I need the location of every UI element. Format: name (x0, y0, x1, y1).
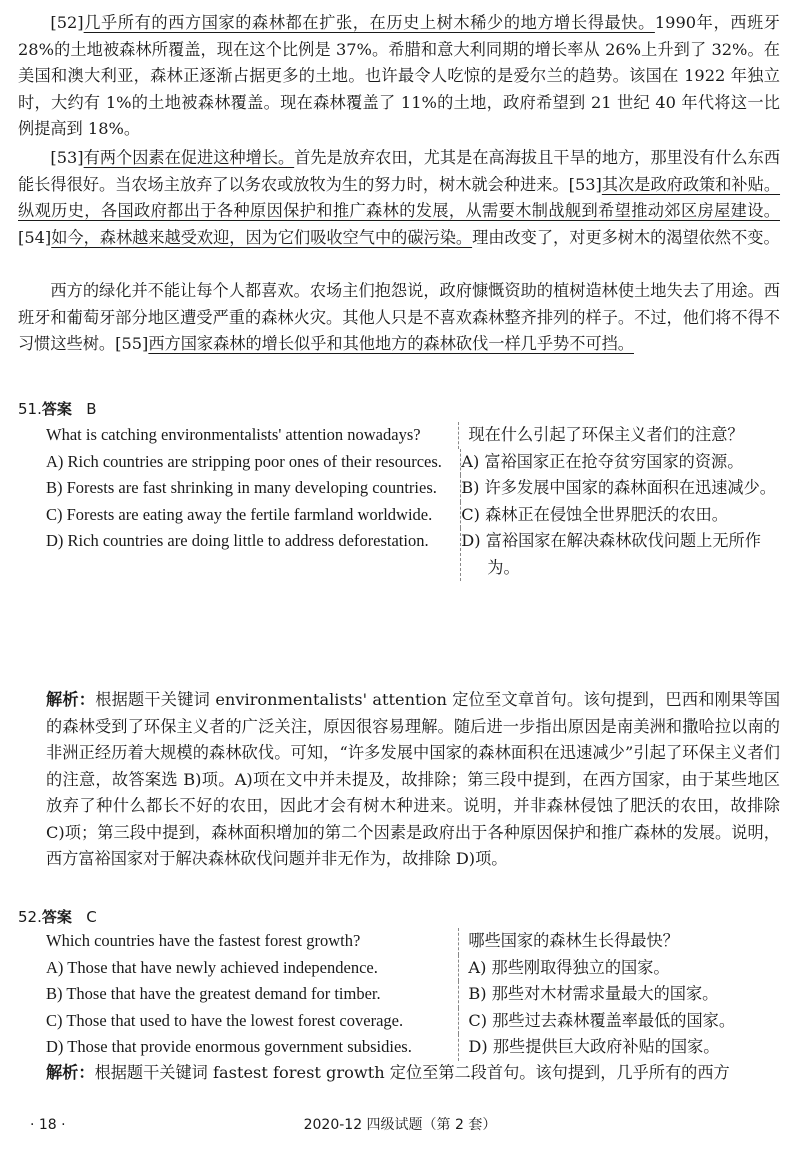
option-row (46, 955, 780, 982)
underlined-sentence: 有两个因素在促进这种增长。 (83, 148, 295, 167)
footer-title: 2020-12 四级试题（第 2 套） (303, 1117, 497, 1133)
paragraph-text: 西方的绿化并不能让每个人都喜欢。农场主们抱怨说，政府慷慨资助的植树造林使土地失去了用途。西班牙和葡萄牙部分地区遭受严重的森林火灾。其他人只是不喜欢森林整齐排列的样子。不过，他们将不得不习惯这些树。 (18, 281, 780, 353)
answer-label: 答案 (41, 908, 72, 926)
option-en: B) Those that have the greatest demand for timber. (46, 984, 381, 1003)
paragraph-tag: [55] (115, 334, 149, 353)
option-en: A) Those that have newly achieved independence. (46, 957, 378, 977)
option-row (46, 981, 780, 1008)
underlined-sentence: 西方国家森林的增长似乎和其他地方的森林砍伐一样几乎势不可挡。 (148, 334, 634, 353)
q52-bilingual-table (46, 928, 780, 1061)
option-zh: D) 富裕国家在解决森林砍伐问题上无所作为。 (460, 528, 780, 581)
option-row (46, 1008, 780, 1035)
question-number: 51. (18, 400, 42, 418)
option-row (46, 1034, 780, 1061)
option-row (46, 528, 780, 581)
q52-analysis (46, 1060, 780, 1087)
option-en: D) Those that provide enormous government subsidies. (46, 1037, 412, 1056)
question-zh: 哪些国家的森林生长得最快？ (458, 928, 780, 955)
q51-header (18, 396, 96, 423)
paragraph-tag: [53] (50, 148, 84, 167)
option-en: A) Rich countries are stripping poor ones of their resources. (46, 451, 442, 471)
q52-header (18, 904, 97, 931)
paragraph-text: 理由改变了，对更多树木的渴望依然不变。 (472, 227, 780, 247)
answer-value: B (86, 400, 97, 418)
q51-bilingual-table (46, 422, 780, 581)
question-number: 52. (18, 908, 42, 926)
passage-paragraph-1 (18, 10, 780, 143)
option-row (46, 449, 780, 476)
paragraph-tag: [54] (18, 227, 52, 247)
underlined-sentence: 其次是政府政策和补贴。纵观历史，各国政府都出于各种原因保护和推广森林的发展，从需要木制战舰到希望推动郊区房屋建设。 (18, 174, 781, 220)
option-en: B) Forests are fast shrinking in many developing countries. (46, 478, 437, 497)
option-en: C) Those that used to have the lowest forest coverage. (46, 1010, 404, 1030)
paragraph-tag: [52] (50, 13, 84, 32)
q51-analysis (46, 687, 780, 873)
option-zh: A) 富裕国家正在抢夺贫穷国家的资源。 (460, 449, 780, 476)
paragraph-text: 1990年，西班牙 28%的土地被森林所覆盖，现在这个比例是 37%。希腊和意大利同期的增长率从 26%上升到了 32%。在美国和澳大利亚，森林正逐渐占据更多的土地。也许最令人吃惊的是爱尔兰的趋势。该国在 1922 年独立时，大约有 1%的土地被森林覆盖。现在森林覆盖了 11%的土地，政府希望到 21 世纪 40 年代将这一比例提高到 18%。 (18, 13, 780, 138)
analysis-text: 根据题干关键词 fastest forest growth 定位至第二段首句。该句提到，几乎所有的西方 (94, 1063, 730, 1082)
option-zh: C) 森林正在侵蚀全世界肥沃的农田。 (460, 502, 780, 529)
analysis-text: 根据题干关键词 environmentalists' attention 定位至文章首句。该句提到，巴西和刚果等国的森林受到了环保主义者的广泛关注，原因很容易理解。随后进一步指出原因是南美洲和撒哈拉以南的非洲正经历着大规模的森林砍伐。可知，“许多发展中国家的森林面积在迅速减少”引起了环保主义者们的注意，故答案选 B)项。A)项在文中并未提及，故排除；第三段中提到，在西方国家，由于某些地区放弃了种什么都长不好的农田，因此才会有树木种进来。说明，并非森林侵蚀了肥沃的农田，故排除 C)项；第三段中提到，森林面积增加的第二个因素是政府出于各种原因保护和推广森林的发展。说明，西方富裕国家对于解决森林砍伐问题并非无作为，故排除 D)项。 (46, 690, 781, 868)
option-zh: D) 那些提供巨大政府补贴的国家。 (458, 1034, 780, 1061)
page-number: · 18 · (30, 1117, 66, 1133)
option-row (46, 502, 780, 529)
paragraph-text: 首先是放弃农田，尤其是在高海拔且干旱的地方，那里没有什么东西能长得很好。当农场主放弃了以务农或放牧为生的努力时，树木就会种进来。 (18, 148, 781, 194)
question-zh: 现在什么引起了环保主义者们的注意？ (458, 422, 780, 449)
option-en: D) Rich countries are doing little to address deforestation. (46, 531, 429, 550)
passage-paragraph-3 (18, 278, 780, 358)
passage-paragraph-2 (18, 145, 780, 251)
option-en: C) Forests are eating away the fertile farmland worldwide. (46, 504, 433, 524)
option-zh: C) 那些过去森林覆盖率最低的国家。 (458, 1008, 780, 1035)
answer-value: C (86, 908, 97, 926)
option-zh: B) 那些对木材需求量最大的国家。 (458, 981, 780, 1008)
option-zh: A) 那些刚取得独立的国家。 (458, 955, 780, 982)
option-zh: B) 许多发展中国家的森林面积在迅速减少。 (460, 475, 780, 502)
analysis-label: 解析： (46, 690, 96, 709)
answer-label: 答案 (41, 400, 72, 418)
underlined-sentence: 几乎所有的西方国家的森林都在扩张，在历史上树木稀少的地方增长得最快。 (83, 13, 655, 32)
underlined-sentence: 如今，森林越来越受欢迎，因为它们吸收空气中的碳污染。 (51, 227, 473, 247)
option-row (46, 475, 780, 502)
question-en: Which countries have the fastest forest growth? (46, 931, 361, 950)
question-row (46, 928, 780, 955)
question-en: What is catching environmentalists' attention nowadays? (46, 425, 421, 444)
paragraph-tag: [53] (568, 174, 602, 194)
question-row (46, 422, 780, 449)
analysis-label: 解析： (46, 1063, 95, 1082)
